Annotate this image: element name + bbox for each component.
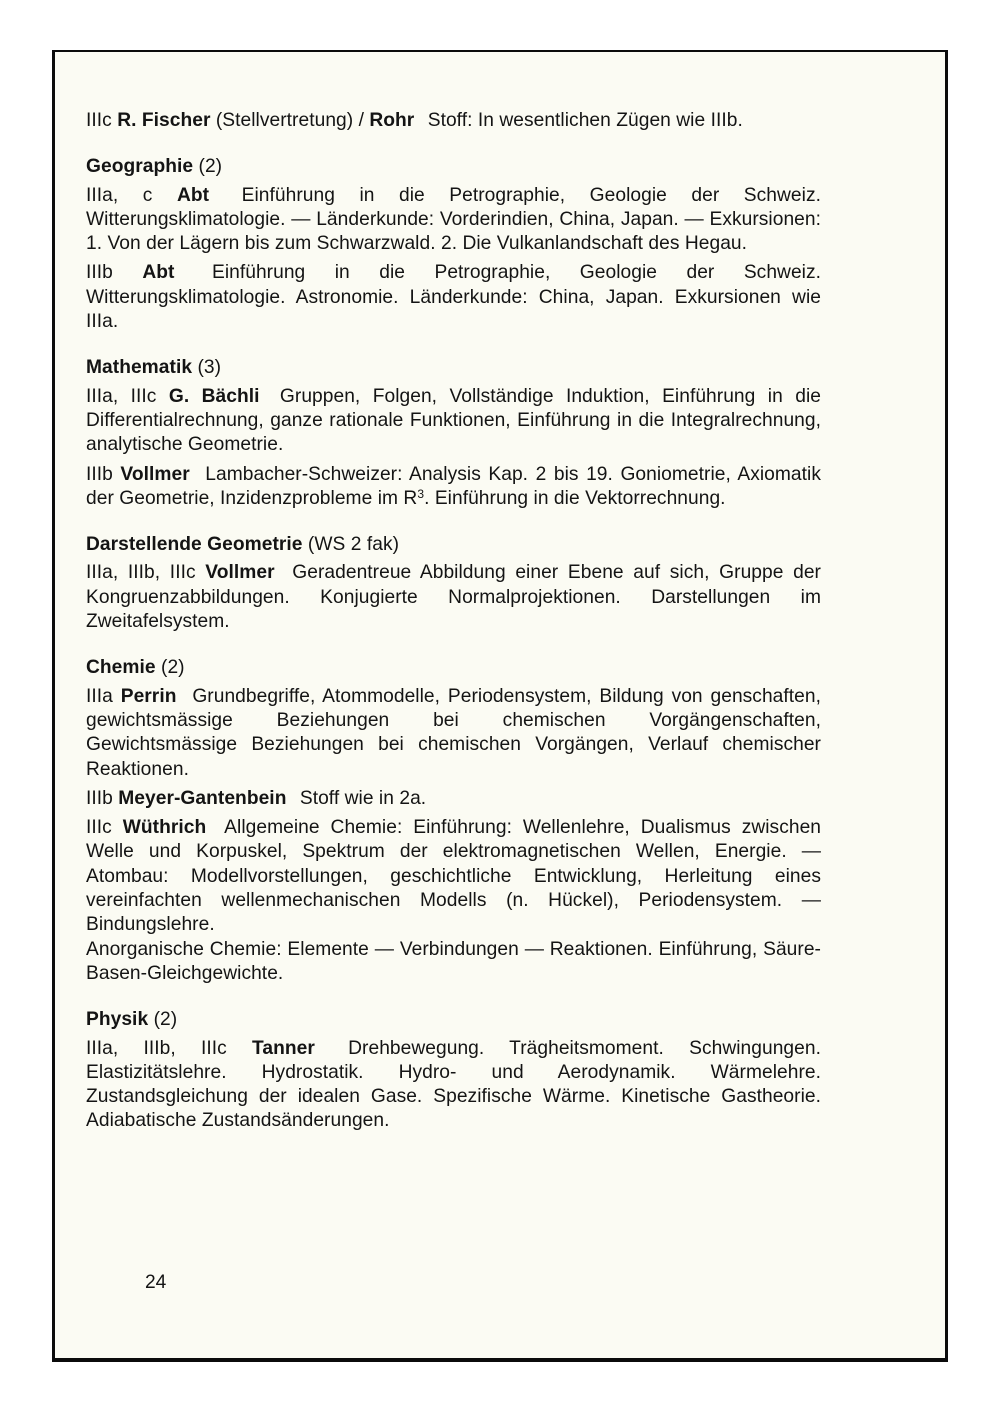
section-title xyxy=(86,1008,821,1032)
course-entry xyxy=(86,685,821,782)
class-tag: IIIb xyxy=(86,262,113,284)
subject-name: Physik xyxy=(86,1009,149,1031)
class-tag: IIIb xyxy=(86,463,113,485)
subject-name: Mathematik xyxy=(86,357,193,379)
teacher-name: Vollmer xyxy=(120,463,190,485)
teacher-name: Vollmer xyxy=(205,562,275,584)
entry-text: Einführung in die Petrographie, Geologie der Schweiz. Witterungsklimatologie. — Länderkunde: Vorderindien, China, Japan. — Exkursionen: 1. Von der Lägern bis zum Schwarzwald. 2. Die Vulkanlandschaft des Hegau. xyxy=(86,184,821,255)
page-number: 24 xyxy=(145,1272,167,1293)
superscript: 3 xyxy=(417,486,425,501)
section-chemie xyxy=(86,656,821,986)
class-tag: IIIa, IIIb, IIIc xyxy=(86,562,196,584)
class-tag: IIIa, IIIc xyxy=(86,385,157,407)
course-entry xyxy=(86,184,821,257)
subject-hours: (2) xyxy=(153,1009,178,1031)
section-mathematik xyxy=(86,356,821,511)
teacher-note: (Stellvertretung) / xyxy=(215,110,364,131)
entry-text: Gruppen, Folgen, Vollständige Induktion, Einführung in die Differentialrechnung, ganze rationale Funktionen, Einführung in die Integralrechnung, analytische Geometrie. xyxy=(86,385,821,456)
teacher-name-2: Rohr xyxy=(369,110,415,131)
teacher-name: Abt xyxy=(176,184,210,206)
entry-text: Drehbewegung. Trägheitsmoment. Schwingungen. Elastizitätslehre. Hydrostatik. Hydro- und Aerodynamik. Wärmelehre. Zustandsgleichung der idealen Gase. Spezifische Wärme. Kinetische Gastheorie. Adiabatische Zustandsänderungen. xyxy=(86,1037,821,1132)
entry-text: Geradentreue Abbildung einer Ebene auf sich, Gruppe der Kongruenzabbildungen. Konjugierte Normalprojektionen. Darstellungen im Zweitafelsystem. xyxy=(86,562,821,633)
teacher-name: Perrin xyxy=(120,685,177,707)
class-tag: IIIc xyxy=(86,817,112,839)
class-tag: IIIa xyxy=(86,685,113,707)
section-darstellende-geometrie xyxy=(86,533,821,634)
entry-text: Stoff wie in 2a. xyxy=(299,787,427,809)
section-physik xyxy=(86,1008,821,1133)
course-entry xyxy=(86,385,821,458)
entry-text: Einführung in die Petrographie, Geologie der Schweiz. Witterungsklimatologie. Astronomie. Länderkunde: China, Japan. Exkursionen wie IIIa. xyxy=(86,262,822,333)
entry-text: Lambacher-Schweizer: Analysis Kap. 2 bis 19. Goniometrie, Axiomatik der Geometrie, Inzidenzprobleme im R xyxy=(86,463,821,509)
class-tag: IIIc xyxy=(86,110,112,131)
subject-hours: (3) xyxy=(197,357,222,379)
subject-name: Chemie xyxy=(86,657,156,679)
subject-name: Darstellende Geometrie xyxy=(86,534,303,556)
teacher-name: R. Fischer xyxy=(117,110,211,131)
class-tag: IIIa, IIIb, IIIc xyxy=(86,1037,227,1059)
section-title xyxy=(86,533,821,557)
entry-text: Stoff: In wesentlichen Zügen wie IIIb. xyxy=(427,110,743,131)
class-tag: IIIb xyxy=(86,787,113,809)
entry-text-continued: Anorganische Chemie: Elemente — Verbindungen — Reaktionen. Einführung, Säure-Basen-Gleichgewichte. xyxy=(86,938,821,984)
subject-hours: (WS 2 fak) xyxy=(307,534,400,556)
section-title xyxy=(86,656,821,680)
subject-name: Geographie xyxy=(86,156,194,178)
course-entry xyxy=(86,463,821,512)
teacher-name: Meyer-Gantenbein xyxy=(118,787,287,809)
course-entry xyxy=(86,1037,821,1134)
section-geographie xyxy=(86,155,821,334)
teacher-name: Tanner xyxy=(252,1037,315,1059)
teacher-name: Wüthrich xyxy=(122,817,207,839)
class-tag: IIIa, c xyxy=(86,184,153,206)
course-entry xyxy=(86,561,821,634)
section-title xyxy=(86,356,821,380)
page-content xyxy=(86,109,821,1134)
subject-hours: (2) xyxy=(161,657,185,679)
teacher-name: G. Bächli xyxy=(168,385,260,407)
teacher-name: Abt xyxy=(142,262,175,284)
course-entry xyxy=(86,816,821,986)
intro-entry xyxy=(86,109,821,133)
entry-text: Allgemeine Chemie: Einführung: Wellenlehre, Dualismus zwischen Welle und Korpuskel, Spektrum der elektromagnetischen Wellen, Energie. — Atombau: Modellvorstellungen, geschichtliche Entwicklung, Herleitung eines vereinfachten wellenmechanischen Modells (n. Hückel), Periodensystem. — Bindungslehre. xyxy=(86,817,822,936)
subject-hours: (2) xyxy=(198,156,223,178)
section-title xyxy=(86,155,821,179)
course-entry xyxy=(86,261,821,334)
entry-text-continued: . Einführung in die Vektorrechnung. xyxy=(424,487,726,509)
entry-text: Grundbegriffe, Atommodelle, Periodensystem, Bildung von genschaften, gewichtsmässige Beziehungen bei chemischen Vorgängenschaften, Gewichtsmässige Beziehungen bei chemischen Vorgängen, Verlauf chemischer Reaktionen. xyxy=(86,685,821,780)
course-entry xyxy=(86,787,821,811)
